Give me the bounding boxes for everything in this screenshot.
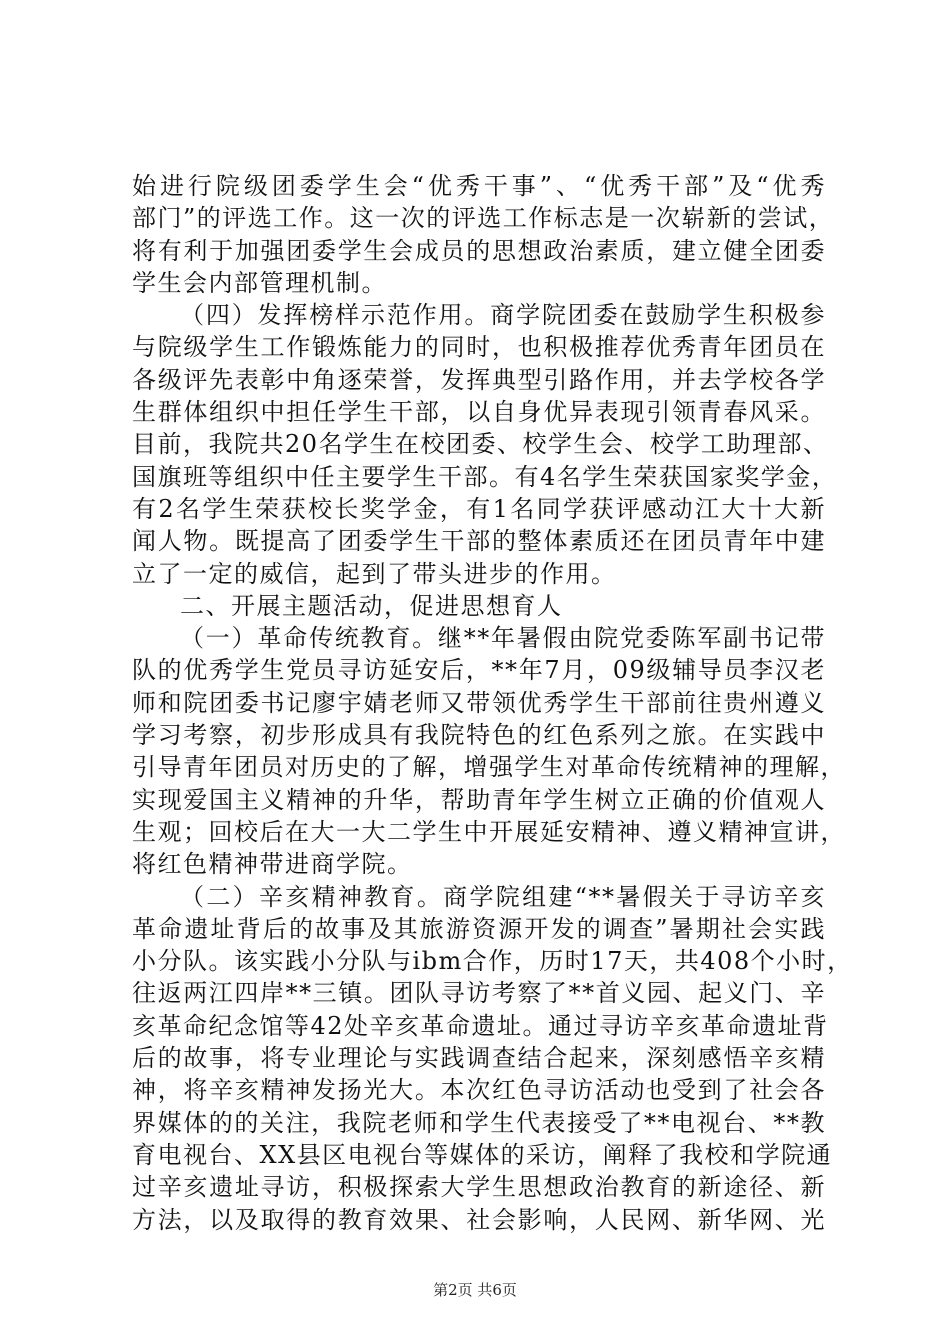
section-heading: 二、开展主题活动，促进思想育人 xyxy=(180,591,563,620)
text-line: （一）革命传统教育。继**年暑假由院党委陈军副书记带 xyxy=(180,624,826,653)
page-number-footer: 第2页 共6页 xyxy=(433,1281,517,1299)
text-line: 有2名学生荣获校长奖学金，有1名同学获评感动江大十大新 xyxy=(132,494,826,523)
text-line: 闻人物。既提高了团委学生干部的整体素质还在团员青年中建 xyxy=(132,527,826,556)
text-line: 过辛亥遗址寻访，积极探索大学生思想政治教育的新途径、新 xyxy=(132,1173,826,1202)
text-line: 各级评先表彰中角逐荣誉，发挥典型引路作用，并去学校各学 xyxy=(132,365,826,394)
text-line: 始进行院级团委学生会“优秀干事”、“优秀干部”及“优秀 xyxy=(132,172,826,200)
text-line: 生群体组织中担任学生干部，以自身优异表现引领青春风采。 xyxy=(132,398,826,427)
text-line: 引导青年团员对历史的了解，增强学生对革命传统精神的理解， xyxy=(132,753,846,782)
text-line: 革命遗址背后的故事及其旅游资源开发的调查”暑期社会实践 xyxy=(132,914,826,943)
text-line: 往返两江四岸**三镇。团队寻访考察了**首义园、起义门、辛 xyxy=(132,979,826,1008)
text-line: 小分队。该实践小分队与ibm合作，历时17天，共408个小时， xyxy=(132,947,853,976)
text-line: 师和院团委书记廖宇婧老师又带领优秀学生干部前往贵州遵义 xyxy=(132,688,826,717)
text-line: 学习考察，初步形成具有我院特色的红色系列之旅。在实践中 xyxy=(132,721,826,750)
text-line: 队的优秀学生党员寻访延安后，**年7月，09级辅导员李汉老 xyxy=(132,656,826,685)
text-line: 与院级学生工作锻炼能力的同时，也积极推荐优秀青年团员在 xyxy=(132,333,826,362)
text-line: 将红色精神带进商学院。 xyxy=(132,850,413,879)
text-line: 学生会内部管理机制。 xyxy=(132,268,387,297)
document-body xyxy=(132,170,853,1236)
text-line: 界媒体的的关注，我院老师和学生代表接受了**电视台、**教 xyxy=(132,1108,826,1137)
text-line: 后的故事，将专业理论与实践调查结合起来，深刻感悟辛亥精 xyxy=(132,1044,826,1073)
text-line: 亥革命纪念馆等42处辛亥革命遗址。通过寻访辛亥革命遗址背 xyxy=(132,1011,829,1040)
text-line: （二）辛亥精神教育。商学院组建“**暑假关于寻访辛亥 xyxy=(180,882,826,911)
text-line: 方法，以及取得的教育效果、社会影响，人民网、新华网、光 xyxy=(132,1205,826,1234)
text-line: 实现爱国主义精神的升华，帮助青年学生树立正确的价值观人 xyxy=(132,785,826,814)
text-line: （四）发挥榜样示范作用。商学院团委在鼓励学生积极参 xyxy=(180,301,826,330)
text-line: 国旗班等组织中任主要学生干部。有4名学生荣获国家奖学金， xyxy=(132,462,838,491)
text-line: 部门”的评选工作。这一次的评选工作标志是一次崭新的尝试， xyxy=(132,204,835,233)
text-line: 生观；回校后在大一大二学生中开展延安精神、遵义精神宣讲， xyxy=(132,817,846,846)
text-line: 育电视台、XX县区电视台等媒体的采访，阐释了我校和学院通 xyxy=(132,1140,833,1169)
text-line: 立了一定的威信，起到了带头进步的作用。 xyxy=(132,559,617,588)
text-line: 目前，我院共20名学生在校团委、校学生会、校学工助理部、 xyxy=(132,430,829,459)
text-line: 神，将辛亥精神发扬光大。本次红色寻访活动也受到了社会各 xyxy=(132,1076,826,1105)
text-line: 将有利于加强团委学生会成员的思想政治素质，建立健全团委 xyxy=(132,236,826,265)
